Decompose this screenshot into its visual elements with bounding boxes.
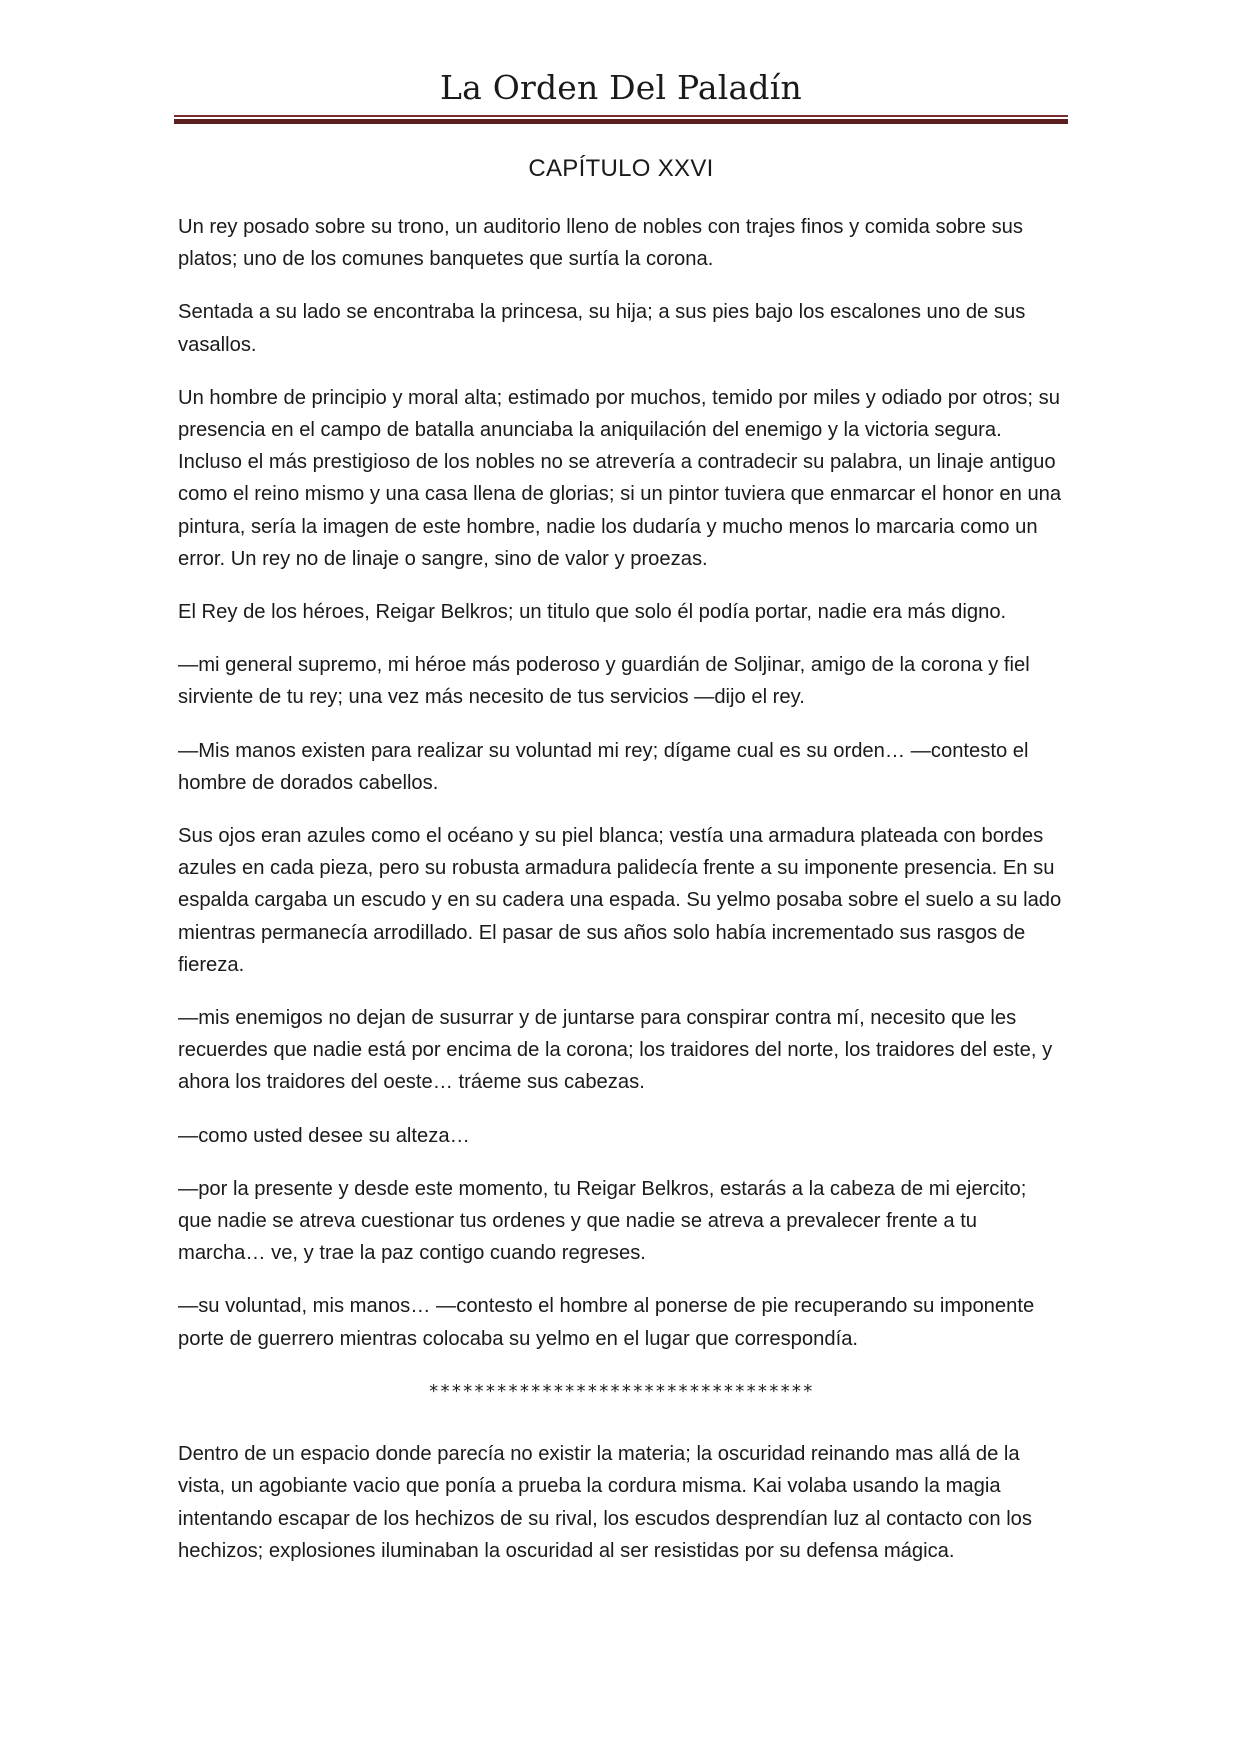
running-header-title: La Orden Del Paladín [440, 68, 802, 107]
header-rule-thick [174, 119, 1068, 124]
paragraph: Un hombre de principio y moral alta; estimado por muchos, temido por miles y odiado por otros; su presencia en el campo de batalla anunciaba la aniquilación del enemigo y la victoria segura. Incluso el más prestigioso de los nobles no se atrevería a contradecir su palabra, un linaje antiguo como el reino mismo y una casa llena de glorias; si un pintor tuviera que enmarcar el honor en una pintura, sería la imagen de este hombre, nadie los dudaría y mucho menos lo marcaria como un error. Un rey no de linaje o sangre, sino de valor y proezas. [178, 386, 1062, 570]
paragraph: —Mis manos existen para realizar su voluntad mi rey; dígame cual es su orden… —contesto el hombre de dorados cabellos. [178, 739, 1029, 794]
paragraph: Sentada a su lado se encontraba la princesa, su hija; a sus pies bajo los escalones uno de sus vasallos. [178, 301, 1026, 356]
paragraph: —como usted desee su alteza… [178, 1124, 470, 1147]
paragraph: Dentro de un espacio donde parecía no existir la materia; la oscuridad reinando mas allá de la vista, un agobiante vacio que ponía a prueba la cordura misma. Kai volaba usando la magia intentando escapar de los hechizos de su rival, los escudos desprendían luz al contacto con los hechizos; explosiones iluminaban la oscuridad al ser resistidas por su defensa mágica. [178, 1443, 1033, 1562]
paragraph: —mis enemigos no dejan de susurrar y de juntarse para conspirar contra mí, necesito que les recuerdes que nadie está por encima de la corona; los traidores del norte, los traidores del este, y ahora los traidores del oeste… tráeme sus cabezas. [178, 1007, 1053, 1094]
paragraph: —mi general supremo, mi héroe más poderoso y guardián de Soljinar, amigo de la corona y fiel sirviente de tu rey; una vez más necesito de tus servicios —dijo el rey. [178, 654, 1030, 709]
scene-separator: ********************************** [428, 1380, 814, 1402]
paragraph: Sus ojos eran azules como el océano y su piel blanca; vestía una armadura plateada con bordes azules en cada pieza, pero su robusta armadura palidecía frente a su imponente presencia. En su espalda cargaba un escudo y en su cadera una espada. Su yelmo posaba sobre el suelo a su lado mientras permanecía arrodillado. El pasar de sus años solo había incrementado sus rasgos de fiereza. [178, 825, 1062, 976]
header-rule-thin [174, 115, 1068, 117]
paragraph: El Rey de los héroes, Reigar Belkros; un titulo que solo él podía portar, nadie era más digno. [178, 601, 1007, 624]
paragraph: —su voluntad, mis manos… —contesto el hombre al ponerse de pie recuperando su imponente porte de guerrero mientras colocaba su yelmo en el lugar que correspondía. [178, 1295, 1035, 1350]
paragraph: —por la presente y desde este momento, tu Reigar Belkros, estarás a la cabeza de mi ejercito; que nadie se atreva cuestionar tus ordenes y que nadie se atreva a prevalecer frente a tu marcha… ve, y trae la paz contigo cuando regreses. [178, 1177, 1027, 1265]
chapter-title: CAPÍTULO XXVI [528, 155, 714, 182]
body-text [178, 211, 1064, 1588]
paragraph: Un rey posado sobre su trono, un auditorio lleno de nobles con trajes finos y comida sobre sus platos; uno de los comunes banquetes que surtía la corona. [178, 216, 1023, 271]
